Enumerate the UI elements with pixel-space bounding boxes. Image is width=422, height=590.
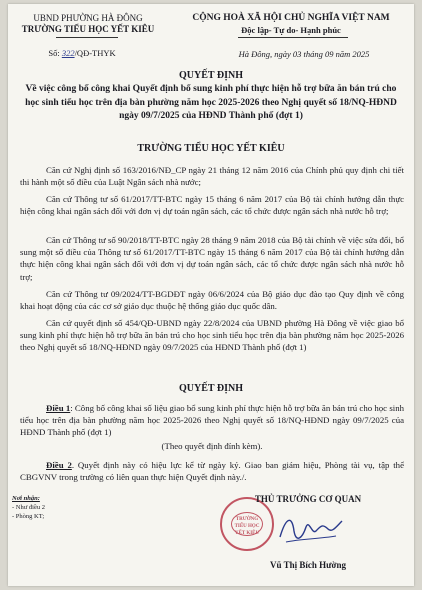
stamp-inner-ring	[231, 512, 263, 536]
decision-subject: Về việc công bố công khai Quyết định bổ sung kinh phí thực hiện hỗ trợ bữa ăn bán trú cho học sinh tiểu học trên địa bàn phường năm học 2025-2026 theo Nghị quyết số 18/NQ-HĐND ngày 09/7/2025 của HĐND Thành phố (đợt 1)	[25, 84, 397, 121]
signer-name: Vũ Thị Bích Hường	[270, 560, 346, 570]
article-1-text: : Công bố công khai số liệu giao bổ sung kinh phí thực hiện hỗ trợ bữa ăn bán trú cho học sinh tiểu học trên địa bàn phường năm học 2025-2026 theo Nghị quyết số 18/NQ-HĐND ngày 09/7/2025 của HĐND Thành phố (đợt 1)	[20, 403, 404, 438]
recipients-title: Nơi nhận:	[12, 495, 40, 502]
org-name: TRƯỜNG TIỂU HỌC YẾT KIÊU	[21, 24, 155, 34]
doc-no-label: Số:	[48, 48, 60, 58]
basis-3: Căn cứ Thông tư số 90/2018/TT-BTC ngày 28 tháng 9 năm 2018 của Bộ tài chính về việc sửa đổi, bổ sung một số điều của Thông tư số 61/2017/TT-BTC ngày 15 tháng 6 năm 2017 của Bộ tài chính hướng dẫn thực hiện công khai ngân sách đối với đơn vị dự toán ngân sách, các tổ chức được ngân sách nhà nước hỗ trợ;	[20, 235, 404, 282]
article-2	[20, 459, 404, 483]
org-underline	[56, 37, 118, 38]
basis-5: Căn cứ quyết định số 454/QĐ-UBND ngày 22/8/2024 của UBND phường Hà Đông về việc giao bổ sung kinh phí thực hiện hỗ trợ bữa ăn bán trú cho học sinh tiểu học trên địa bàn phường năm học 2025-2026 theo Nghị quyết số 18/NQ-HĐND ngày 09/7/2025 của HĐND Thành phố (đợt 1)	[20, 318, 404, 353]
basis-4: Căn cứ Thông tư 09/2024/TT-BGDĐT ngày 06/6/2024 của Bộ giáo dục đào tạo Quy định về công khai hoạt động của các cơ sở giáo dục thuộc hệ thống giáo dục quốc dân.	[20, 289, 404, 312]
org-parent: UBND PHƯỜNG HÀ ĐÔNG	[33, 13, 143, 23]
doc-no-value: 322	[61, 48, 75, 58]
article-2-text: . Quyết định này có hiệu lực kể từ ngày ký. Giao ban giám hiệu, Phòng tài vụ, tập thể CBGVNV trong trường có liên quan thực hiện Quyết định này./.	[20, 460, 404, 483]
recipient-item: - Phòng KT;	[12, 513, 45, 520]
national-motto: Độc lập- Tự do- Hạnh phúc	[241, 25, 341, 35]
decision-title: QUYẾT ĐỊNH	[179, 70, 243, 81]
document-number	[22, 48, 142, 58]
article-1-label: Điều 1	[46, 403, 71, 413]
annex-note: (Theo quyết định đính kèm).	[161, 441, 263, 451]
handwritten-signature	[276, 509, 346, 549]
stamp-text: TRƯỜNG TIỂU HỌC YẾT KIÊU	[234, 517, 260, 536]
place-date: Hà Đông, ngày 03 tháng 09 năm 2025	[238, 49, 370, 59]
doc-no-suffix: /QĐ-THYK	[74, 48, 116, 58]
recipient-item: - Như điều 2	[12, 504, 45, 511]
motto-underline	[238, 37, 348, 38]
official-stamp	[220, 497, 274, 551]
signature-title: THỦ TRƯỞNG CƠ QUAN	[254, 494, 362, 504]
issuer-heading: TRƯỜNG TIỂU HỌC YẾT KIÊU	[137, 143, 285, 154]
national-title: CỘNG HOÀ XÃ HỘI CHỦ NGHĨA VIỆT NAM	[192, 13, 390, 23]
document-page	[8, 4, 414, 586]
article-1	[20, 402, 404, 439]
basis-1: Căn cứ Nghị định số 163/2016/NĐ_CP ngày 21 tháng 12 năm 2016 của Chính phủ quy định chi tiết thi hành một số điều của Luật Ngân sách nhà nước;	[20, 165, 404, 188]
section-title: QUYẾT ĐỊNH	[179, 383, 243, 394]
basis-2: Căn cứ Thông tư số 61/2017/TT-BTC ngày 15 tháng 6 năm 2017 của Bộ tài chính hướng dẫn thực hiện công khai ngân sách đối với đơn vị dự toán ngân sách, các tổ chức được ngân sách nhà nước hỗ trợ;	[20, 194, 404, 217]
recipients	[12, 494, 92, 521]
article-2-label: Điều 2	[46, 460, 72, 470]
